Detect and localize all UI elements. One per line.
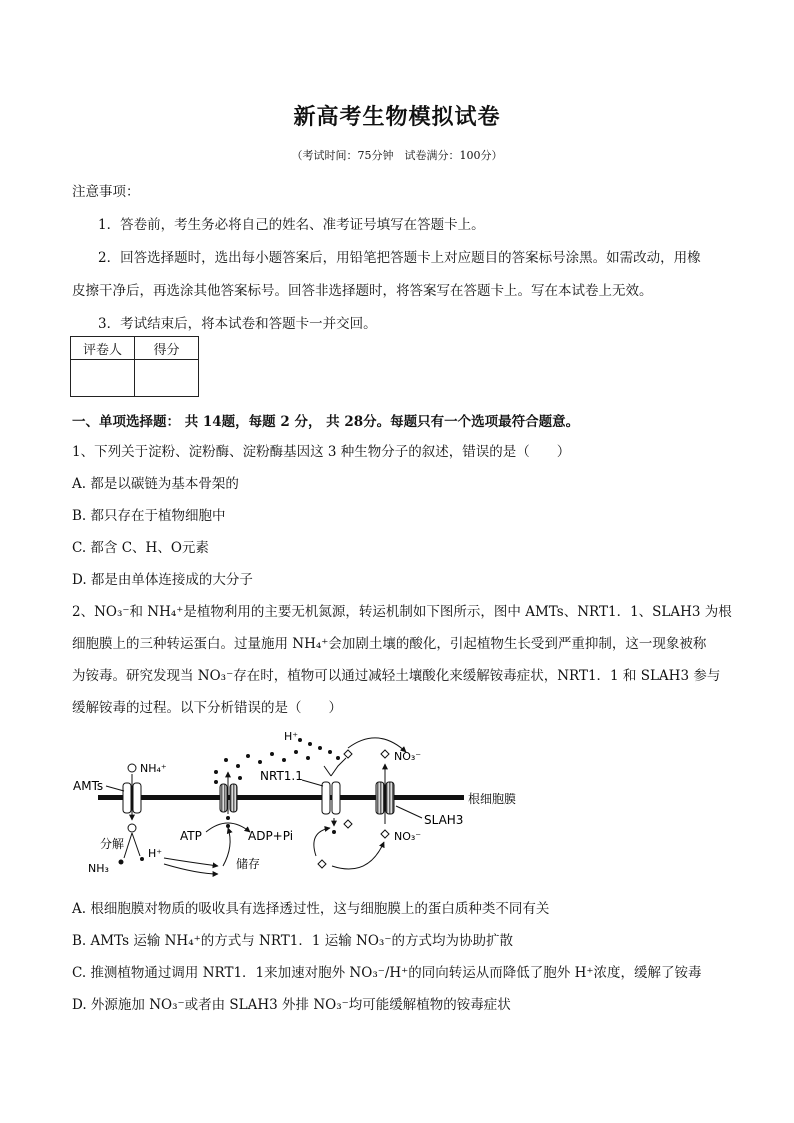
adp-label: ADP+Pi [248, 829, 294, 843]
nh3-label: NH₃ [88, 862, 109, 875]
question-2-stem-line-1: 2、NO₃⁻和 NH₄⁺是植物利用的主要无机氮源，转运机制如下图所示，图中 AMTs、NRT1．1、SLAH3 为根 [72, 604, 732, 620]
atp-label: ATP [180, 829, 202, 843]
membrane-label: 根细胞膜 [468, 792, 517, 806]
page-title: 新高考生物模拟试卷 [293, 105, 501, 130]
slah3-label: SLAH3 [424, 813, 464, 827]
question-1-stem: 1、下列关于淀粉、淀粉酶、淀粉酶基因这 3 种生物分子的叙述，错误的是（ ） [72, 444, 571, 460]
q1-option-c: C. 都含 C、H、O元素 [72, 540, 209, 556]
note-item-3: 3．考试结束后，将本试卷和答题卡一并交回。 [98, 316, 377, 332]
question-2-stem-line-2: 细胞膜上的三种转运蛋白。过量施用 NH₄⁺会加剧土壤的酸化，引起植物生长受到严重抑制，这一现象被称 [72, 636, 707, 652]
nh4-outside [128, 764, 136, 772]
h-outside-label: H⁺ [284, 730, 299, 743]
notes-heading: 注意事项： [72, 184, 140, 200]
note-item-2-cont: 皮擦干净后，再选涂其他答案标号。回答非选择题时，将答案写在答题卡上。写在本试卷上无效。 [72, 283, 653, 299]
section-heading: 一、单项选择题： 共 14题，每题 2 分， 共 28分。每题只有一个选项最符合题意。 [72, 414, 580, 430]
transport-diagram [68, 728, 538, 888]
h-inside-label: H⁺ [148, 847, 163, 860]
no3-outside-label: NO₃⁻ [394, 750, 422, 763]
cell-membrane [98, 795, 464, 800]
question-2-stem-line-4: 缓解铵毒的过程。以下分析错误的是（ ） [72, 700, 342, 716]
fenjie-label: 分解 [100, 837, 125, 851]
nh4-label: NH₄⁺ [140, 762, 167, 775]
amts-label: AMTs [73, 779, 104, 793]
score-table [70, 336, 199, 397]
q1-option-a: A. 都是以碳链为基本骨架的 [72, 476, 239, 492]
score-cell[interactable] [135, 360, 199, 397]
grader-header: 评卷人 [71, 337, 135, 360]
q1-option-b: B. 都只存在于植物细胞中 [72, 508, 226, 524]
q2-option-a: A. 根细胞膜对物质的吸收具有选择透过性，这与细胞膜上的蛋白质种类不同有关 [72, 901, 550, 917]
q2-option-c: C. 推测植物通过调用 NRT1．1来加速对胞外 NO₃⁻/H⁺的同向转运从而降低了胞外 H⁺浓度，缓解了铵毒 [72, 965, 702, 981]
q1-option-d: D. 都是由单体连接成的大分子 [72, 572, 253, 588]
grader-cell[interactable] [71, 360, 135, 397]
nrt-label: NRT1.1 [260, 769, 303, 783]
q2-option-b: B. AMTs 运输 NH₄⁺的方式与 NRT1．1 运输 NO₃⁻的方式均为协助扩散 [72, 933, 513, 949]
no3-inside-label: NO₃⁻ [394, 830, 422, 843]
nh4-inside [128, 824, 136, 832]
question-2-stem-line-3: 为铵毒。研究发现当 NO₃⁻存在时，植物可以通过减轻土壤酸化来缓解铵毒症状，NRT1．1 和 SLAH3 参与 [72, 668, 721, 684]
note-item-1: 1．答卷前，考生务必将自己的姓名、准考证号填写在答题卡上。 [98, 217, 485, 233]
q2-option-d: D. 外源施加 NO₃⁻或者由 SLAH3 外排 NO₃⁻均可能缓解植物的铵毒症状 [72, 997, 511, 1013]
note-item-2: 2．回答选择题时，选出每小题答案后，用铅笔把答题卡上对应题目的答案标号涂黑。如需改动，用橡 [98, 250, 701, 266]
exam-info: （考试时间：75分钟 试卷满分：100分） [291, 149, 503, 162]
storage-label: 储存 [236, 857, 261, 871]
score-header: 得分 [135, 337, 199, 360]
